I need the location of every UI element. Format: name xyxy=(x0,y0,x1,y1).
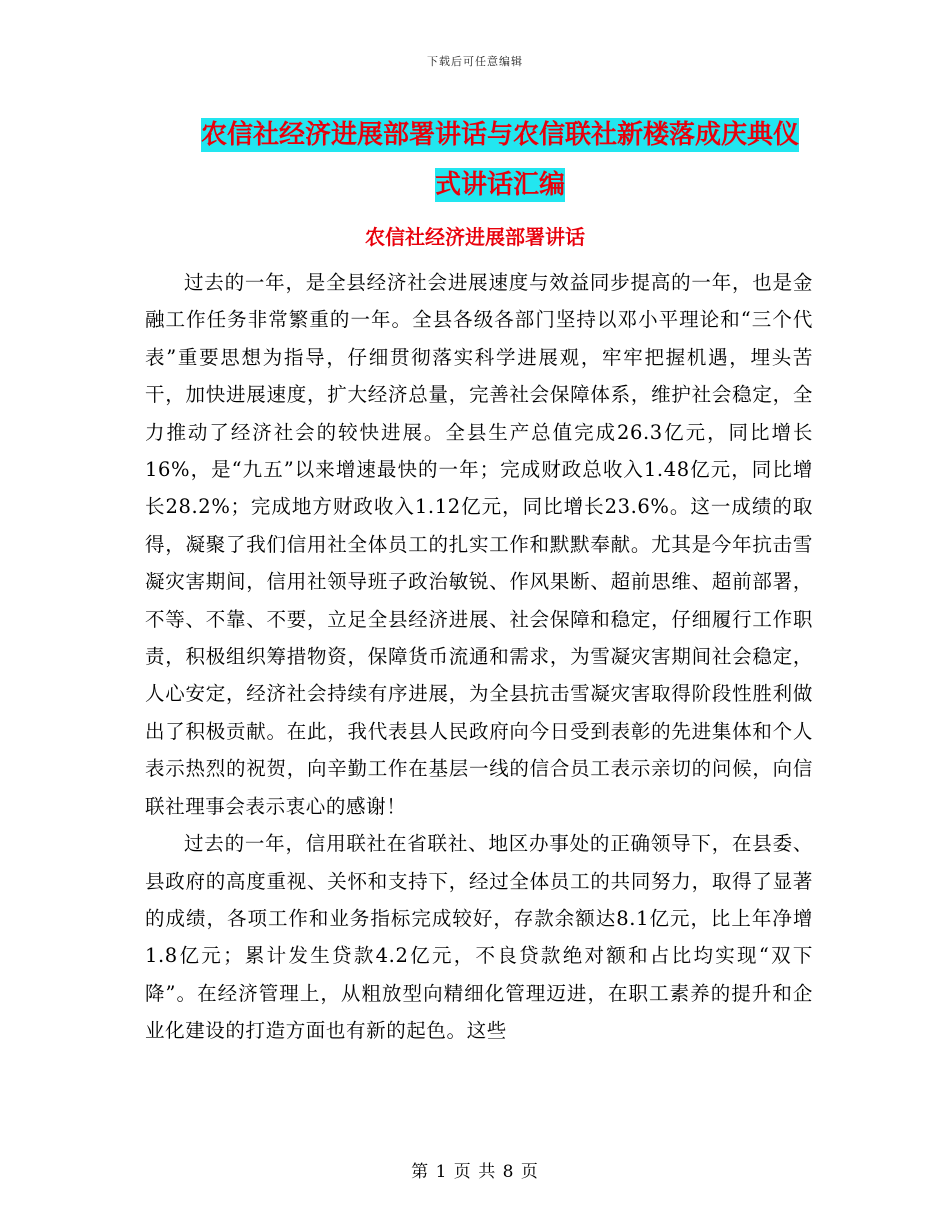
header-note: 下载后可任意编辑 xyxy=(427,55,523,68)
page-number: 第 1 页 共 8 页 xyxy=(411,1162,539,1182)
paragraph: 过去的一年，信用联社在省联社、地区办事处的正确领导下，在县委、县政府的高度重视、关怀和支持下，经过全体员工的共同努力，取得了显著的成绩，各项工作和业务指标完成较好，存款余额达8.1亿元，比上年净增1.8亿元；累计发生贷款4.2亿元，不良贷款绝对额和占比均实现“双下降”。在经济管理上，从粗放型向精细化管理迈进，在职工素养的提升和企业化建设的打造方面也有新的起色。这些 xyxy=(145,832,813,1043)
document-title xyxy=(120,110,880,210)
document-title-line-1: 农信社经济进展部署讲话与农信联社新楼落成庆典仪 xyxy=(200,120,799,150)
paragraph: 过去的一年，是全县经济社会进展速度与效益同步提高的一年，也是金融工作任务非常繁重的一年。全县各级各部门坚持以邓小平理论和“三个代表”重要思想为指导，仔细贯彻落实科学进展观，牢牢把握机遇，埋头苦干，加快进展速度，扩大经济总量，完善社会保障体系，维护社会稳定，全力推动了经济社会的较快进展。全县生产总值完成26.3亿元，同比增长16%，是“九五”以来增速最快的一年；完成财政总收入1.48亿元，同比增长28.2%；完成地方财政收入1.12亿元，同比增长23.6%。这一成绩的取得，凝聚了我们信用社全体员工的扎实工作和默默奉献。尤其是今年抗击雪凝灾害期间，信用社领导班子政治敏锐、作风果断、超前思维、超前部署，不等、不靠、不要，立足全县经济进展、社会保障和稳定，仔细履行工作职责，积极组织筹措物资，保障货币流通和需求，为雪凝灾害期间社会稳定，人心安定，经济社会持续有序进展，为全县抗击雪凝灾害取得阶段性胜利做出了积极贡献。在此，我代表县人民政府向今日受到表彰的先进集体和个人表示热烈的祝贺，向辛勤工作在基层一线的信合员工表示亲切的问候，向信联社理事会表示衷心的感谢！ xyxy=(145,271,813,818)
document-body xyxy=(145,264,813,1050)
document-title-line-2: 式讲话汇编 xyxy=(434,170,565,200)
section-heading: 农信社经济进展部署讲话 xyxy=(365,225,585,249)
